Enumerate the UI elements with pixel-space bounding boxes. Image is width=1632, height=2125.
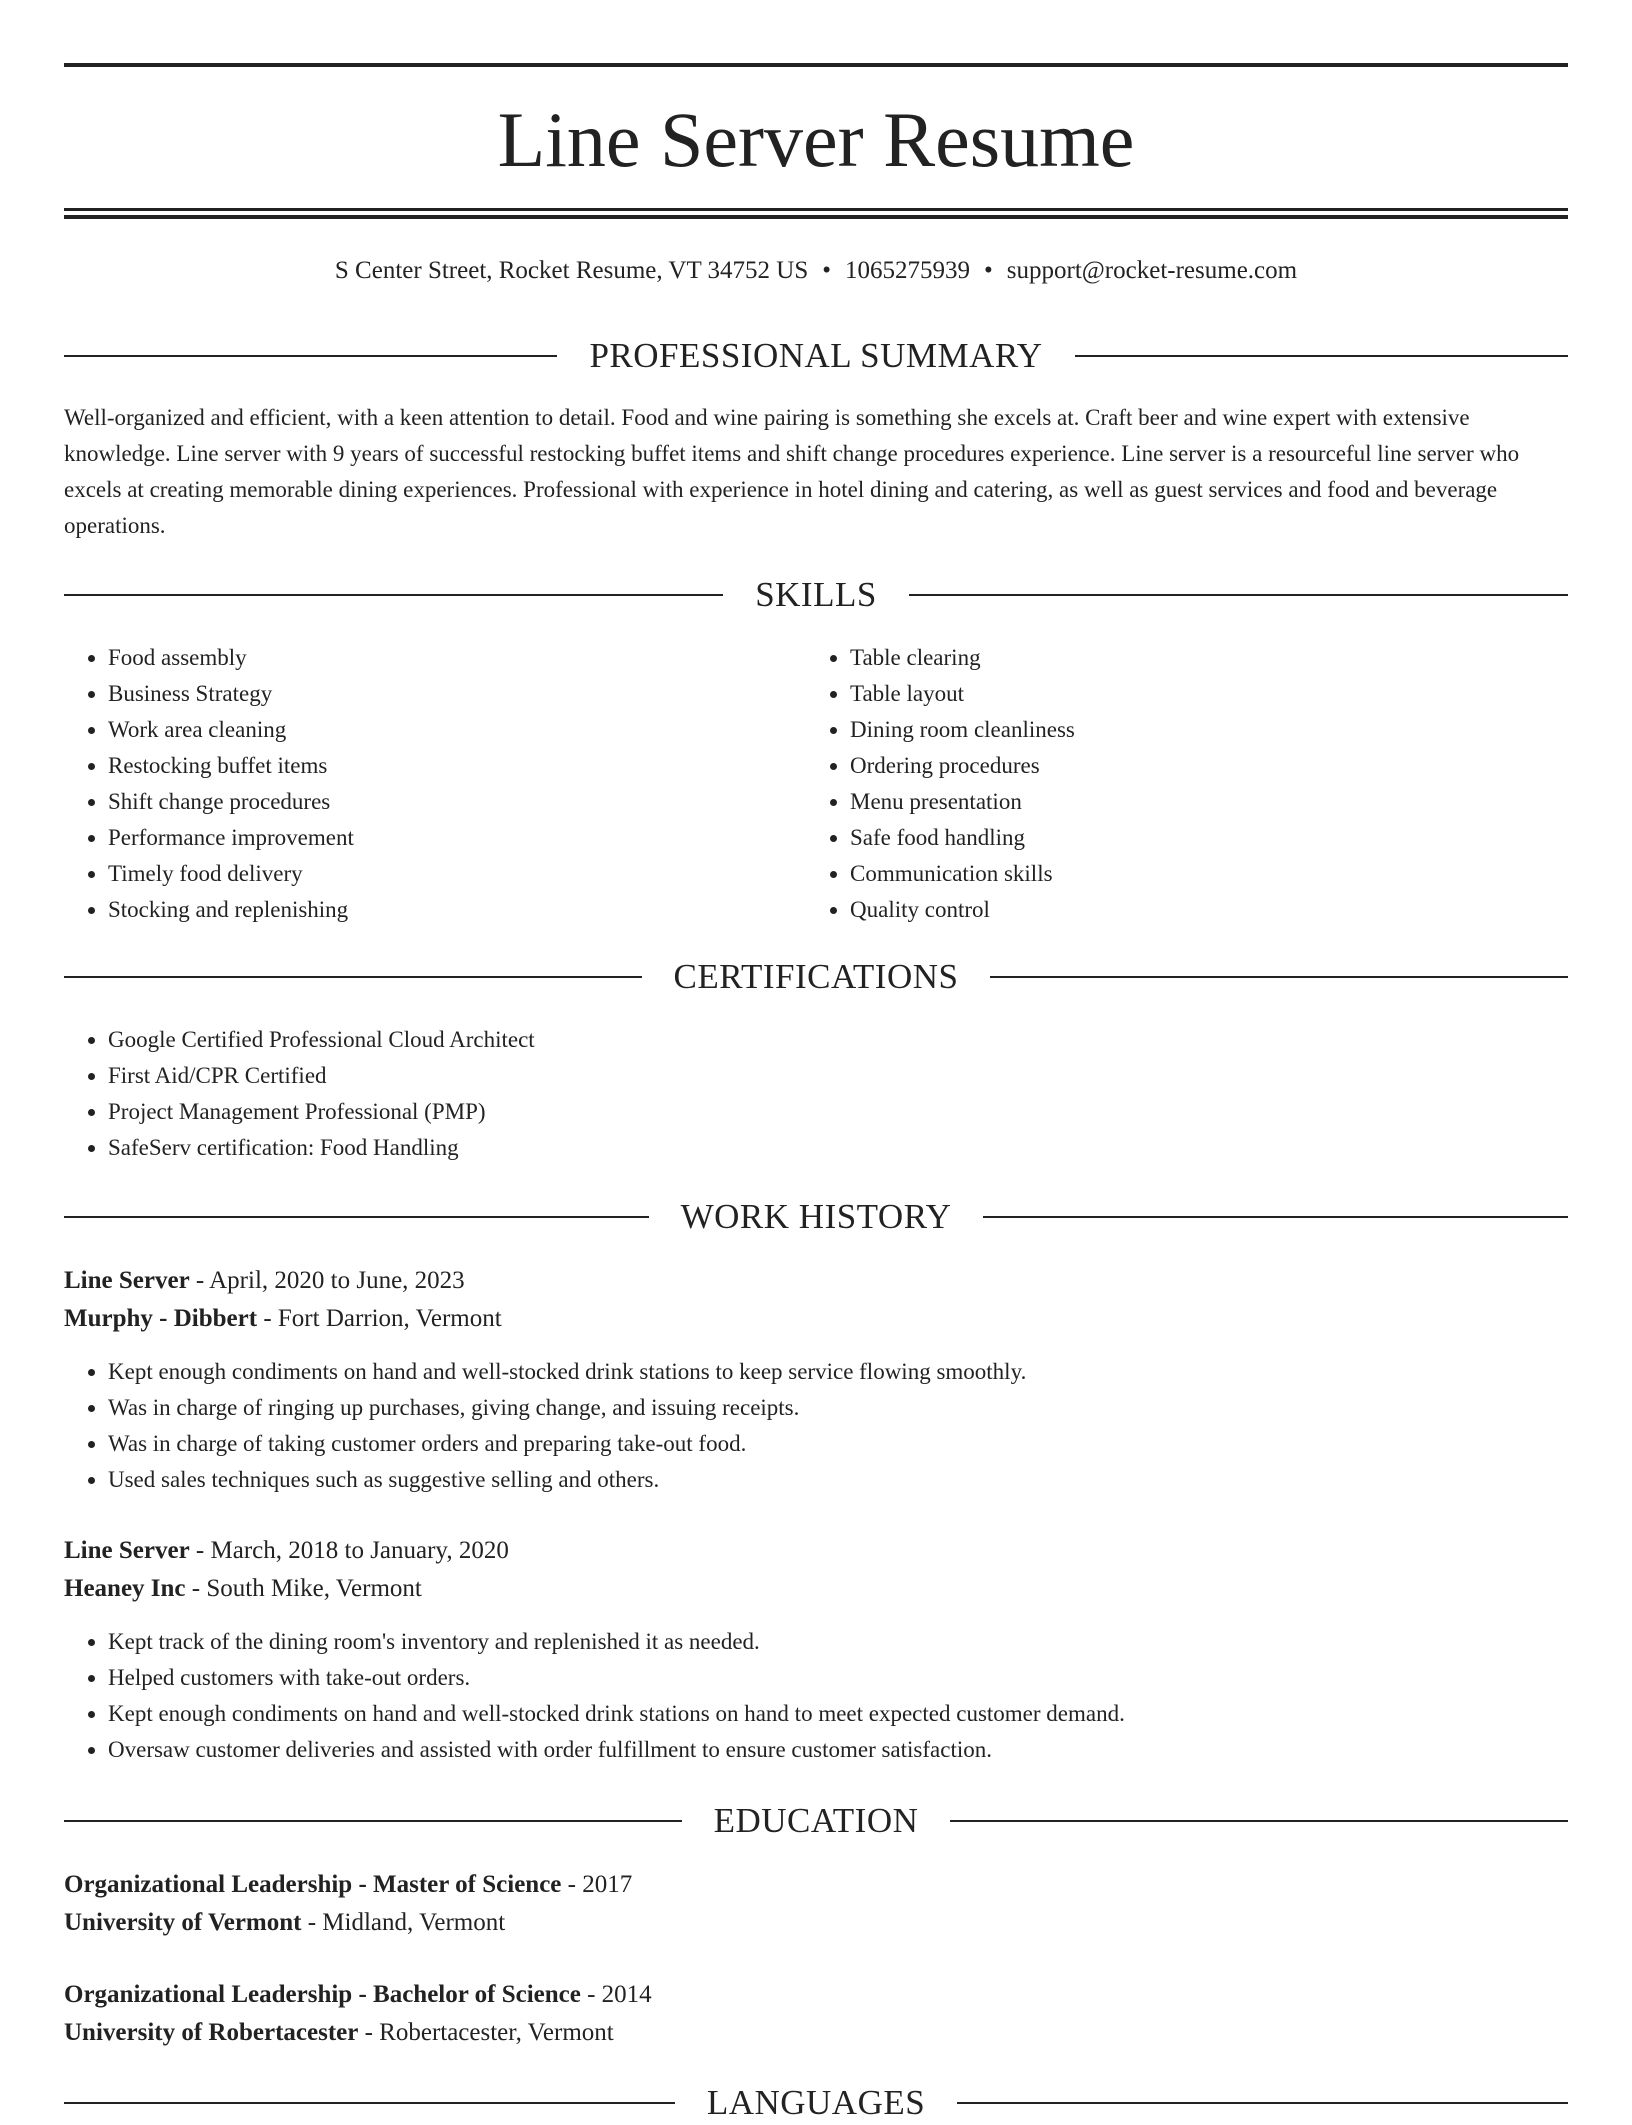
summary-text: Well-organized and efficient, with a keen attention to detail. Food and wine pairing is something she excels at. Craft beer and wine expert with extensive knowledge. Line server with 9 years of successful restocking buffet items and shift change procedures experience. Line server is a resourceful line server who excels at creating memorable dining experiences. Professional with experience in hotel dining and catering, as well as guest services and food and beverage operations. [64,405,1520,538]
job-dates: - March, 2018 to January, 2020 [189,1537,509,1564]
job-duties-list [64,1624,1568,1768]
contact-phone: 1065275939 [845,257,971,284]
education-degree: Organizational Leadership - Bachelor of Science [64,1981,581,2008]
contact-separator: • [822,257,832,284]
heading-rule-right [950,1820,1568,1822]
certification-item: • SafeServ certification: Food Handling [108,1130,1568,1166]
heading-rule-right [990,976,1568,978]
job-duty: • Was in charge of ringing up purchases, giving change, and issuing receipts. [108,1390,1568,1426]
contact-line [64,254,1568,288]
job-company: Heaney Inc [64,1575,186,1602]
contact-email: support@rocket-resume.com [1006,257,1298,284]
heading-rule-left [64,976,642,978]
heading-rule-left [64,594,723,596]
education-entry [64,1866,1568,1942]
heading-rule-left [64,1216,649,1218]
certifications-block [64,1022,1568,1166]
job-role: Line Server [64,1267,190,1294]
education-location: - Midland, Vermont [301,1909,506,1936]
education-school: University of Robertacester [64,2019,359,2046]
heading-rule-left [64,1820,682,1822]
heading-rule-left [64,355,557,357]
skill-item: • Work area cleaning [108,712,764,748]
resume-title: Line Server Resume [497,96,1135,183]
heading-rule-right [1075,355,1568,357]
title-rule-lower [64,215,1568,219]
heading-rule-right [909,594,1568,596]
education-year: - 2017 [561,1871,633,1898]
education-school-line [64,1904,1568,1942]
education-entry [64,1976,1568,2052]
job-title-line [64,1532,1568,1570]
certification-item: • First Aid/CPR Certified [108,1058,1568,1094]
job-dates: - April, 2020 to June, 2023 [189,1267,465,1294]
job-duty: • Used sales techniques such as suggestive selling and others. [108,1462,1568,1498]
certifications-list [64,1022,1568,1166]
skills-heading [64,573,1568,617]
skill-item: • Quality control [850,892,1506,928]
job-company-line [64,1300,1568,1338]
summary-heading-text: PROFESSIONAL SUMMARY [589,336,1043,375]
skills-list-right [806,640,1506,928]
job-location: - South Mike, Vermont [185,1575,422,1602]
work-heading [64,1195,1568,1239]
certification-item: • Google Certified Professional Cloud Architect [108,1022,1568,1058]
education-school: University of Vermont [64,1909,302,1936]
contact-separator: • [984,257,993,284]
heading-rule-right [983,1216,1568,1218]
skill-item: • Menu presentation [850,784,1506,820]
heading-rule-left [64,2102,675,2104]
skills-column-left [64,640,764,928]
education-degree-line [64,1866,1568,1904]
education-heading [64,1799,1568,1843]
skill-item: • Food assembly [108,640,764,676]
job-duty: • Oversaw customer deliveries and assisted with order fulfillment to ensure customer satisfaction. [108,1732,1568,1768]
job-company: Murphy - Dibbert [64,1305,258,1332]
languages-heading-text: LANGUAGES [706,2083,926,2122]
job-title-line [64,1262,1568,1300]
certifications-heading [64,955,1568,999]
job-duty: • Kept enough condiments on hand and well-stocked drink stations to keep service flowing smoothly. [108,1354,1568,1390]
job-duty: • Helped customers with take-out orders. [108,1660,1568,1696]
heading-rule-right [957,2102,1568,2104]
top-rule [64,63,1568,67]
title-rule-upper [64,208,1568,211]
skill-item: • Shift change procedures [108,784,764,820]
work-heading-text: WORK HISTORY [680,1197,952,1236]
certification-item: • Project Management Professional (PMP) [108,1094,1568,1130]
job-duties-list [64,1354,1568,1498]
skill-item: • Stocking and replenishing [108,892,764,928]
skill-item: • Restocking buffet items [108,748,764,784]
skills-heading-text: SKILLS [755,575,877,614]
education-degree: Organizational Leadership - Master of Science [64,1871,562,1898]
skill-item: • Dining room cleanliness [850,712,1506,748]
skill-item: • Table layout [850,676,1506,712]
skills-list-left [64,640,764,928]
education-school-line [64,2014,1568,2052]
certifications-heading-text: CERTIFICATIONS [673,957,959,996]
education-year: - 2014 [580,1981,652,2008]
summary-heading [64,334,1568,378]
contact-address: S Center Street, Rocket Resume, VT 34752 US [334,257,809,284]
education-location: - Robertacester, Vermont [358,2019,614,2046]
job-entry [64,1532,1568,1768]
skills-column-right [806,640,1506,928]
skill-item: • Communication skills [850,856,1506,892]
languages-heading [64,2081,1568,2125]
skill-item: • Ordering procedures [850,748,1506,784]
job-location: - Fort Darrion, Vermont [257,1305,502,1332]
job-duty: • Kept track of the dining room's inventory and replenished it as needed. [108,1624,1568,1660]
skill-item: • Table clearing [850,640,1506,676]
skill-item: • Performance improvement [108,820,764,856]
education-degree-line [64,1976,1568,2014]
job-company-line [64,1570,1568,1608]
job-duty: • Kept enough condiments on hand and well-stocked drink stations on hand to meet expected customer demand. [108,1696,1568,1732]
job-duty: • Was in charge of taking customer orders and preparing take-out food. [108,1426,1568,1462]
job-entry [64,1262,1568,1498]
skill-item: • Business Strategy [108,676,764,712]
education-heading-text: EDUCATION [713,1801,919,1840]
skill-item: • Safe food handling [850,820,1506,856]
skill-item: • Timely food delivery [108,856,764,892]
job-role: Line Server [64,1537,190,1564]
